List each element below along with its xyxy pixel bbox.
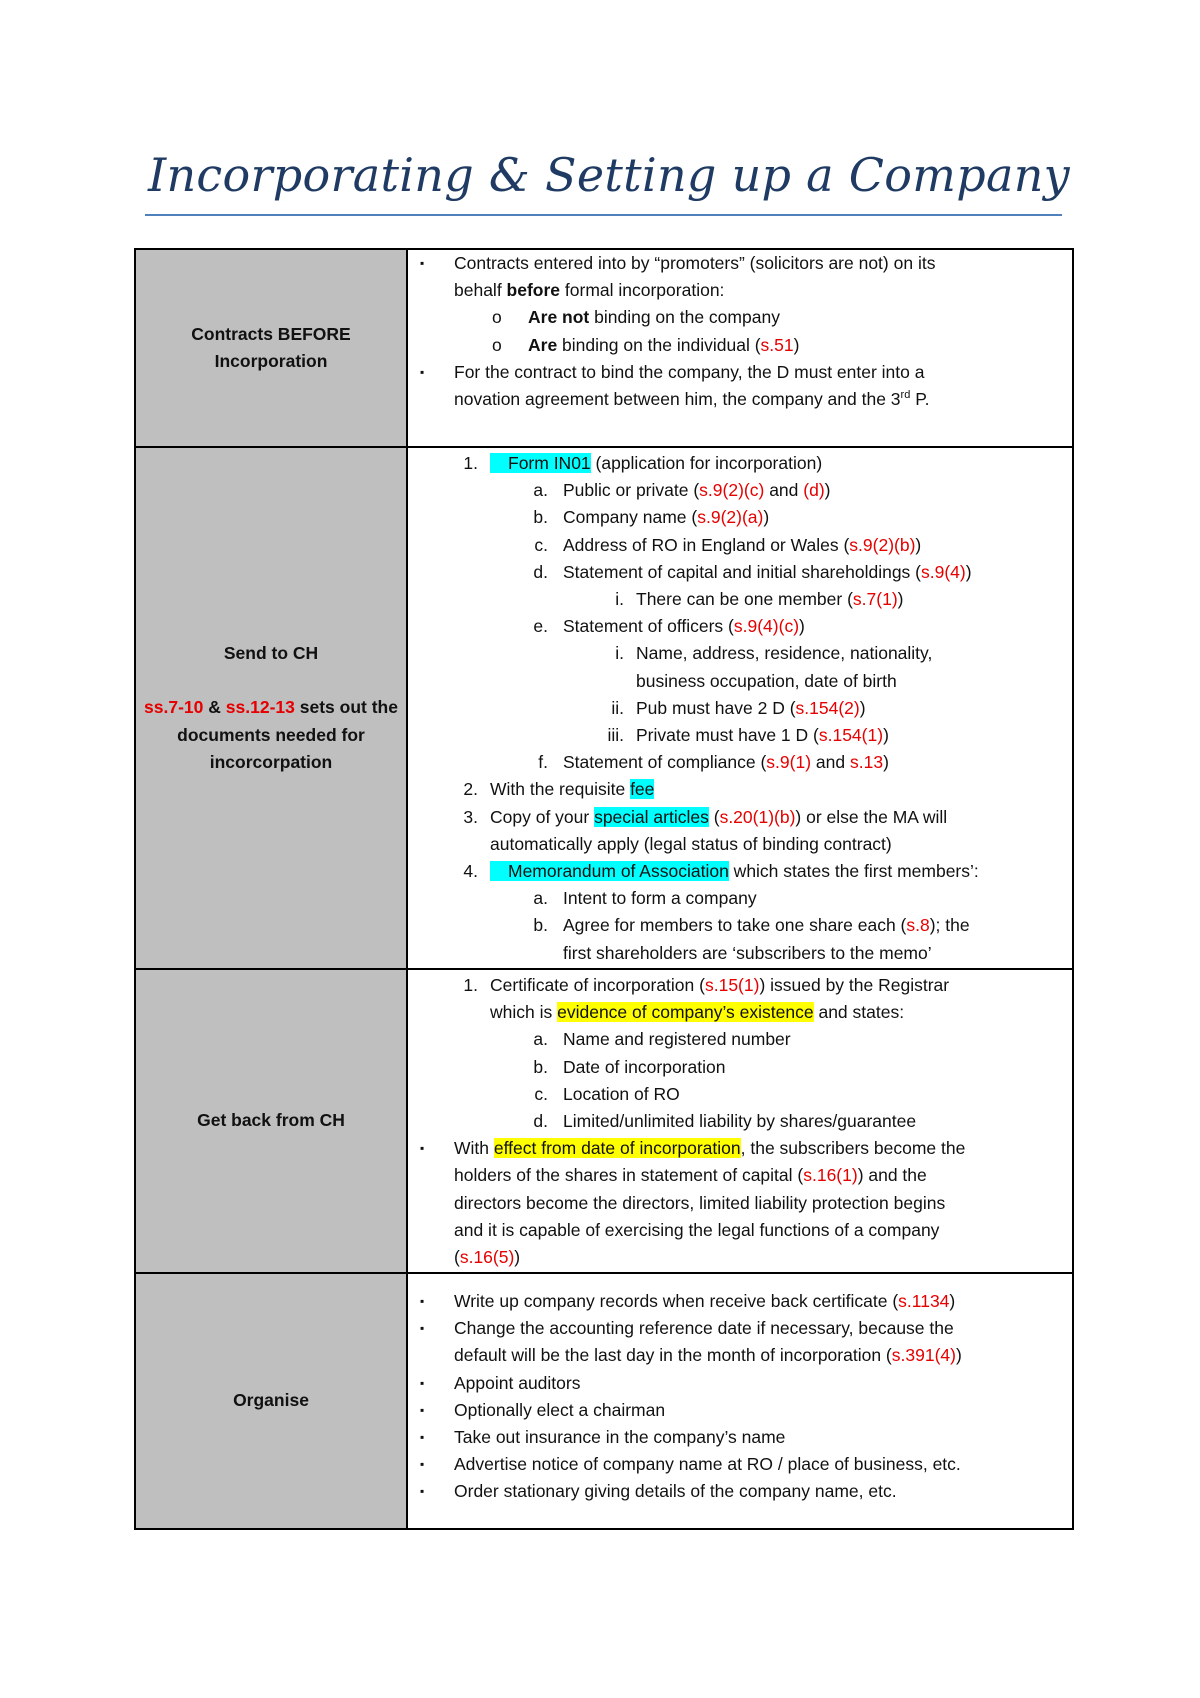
roman-marker: i.	[615, 589, 624, 610]
letter-marker: d.	[533, 1111, 548, 1132]
list-item	[408, 804, 1072, 831]
letter-marker: c.	[534, 534, 548, 555]
statute-reference: s.13	[849, 752, 884, 773]
statute-reference: s.391	[891, 1345, 935, 1366]
bullet-marker: ▪	[420, 1484, 425, 1499]
statute-reference: s.16	[803, 1165, 837, 1186]
item-text: )	[793, 334, 800, 355]
sub-list-item	[408, 749, 1072, 776]
letter-marker: e.	[533, 616, 548, 637]
statute-reference: (1)	[836, 1165, 858, 1186]
roman-marker: i.	[615, 643, 624, 664]
statute-reference: s.16	[459, 1247, 493, 1268]
sub-list-item	[408, 559, 1072, 586]
roman-marker: iii.	[607, 725, 624, 746]
letter-marker: b.	[533, 915, 548, 936]
statute-reference: s.7	[852, 589, 877, 610]
statute-reference: s.9	[699, 480, 723, 501]
statute-reference: (c)	[743, 480, 765, 501]
statute-reference: s.154	[795, 697, 839, 718]
list-item-continuation	[408, 831, 1072, 858]
item-text: Advertise notice of company name at RO / place of business, etc.	[454, 1454, 961, 1475]
page-title: Incorporating & Setting up a Company	[148, 148, 1070, 202]
table-row-organise	[135, 1273, 1073, 1529]
row-content	[407, 447, 1073, 969]
list-item-continuation	[408, 999, 1072, 1026]
list-item-continuation	[408, 1190, 1072, 1217]
item-text: default will be the last day in the month of incorporation (	[454, 1345, 892, 1366]
item-text: novation agreement between him, the company and the 3	[454, 389, 901, 410]
item-text: Optionally elect a chairman	[454, 1399, 666, 1420]
item-text: (	[454, 1247, 460, 1268]
bullet-marker: ▪	[420, 1375, 425, 1390]
item-text: Statement of compliance (	[563, 752, 767, 773]
item-text: Date of incorporation	[563, 1056, 726, 1077]
letter-marker: c.	[534, 1083, 548, 1104]
item-text: )	[763, 507, 770, 528]
title-underline	[145, 214, 1062, 216]
sub-list-item	[408, 332, 1072, 359]
number-marker: 2.	[463, 779, 478, 800]
item-text: Limited/unlimited liability by shares/guarantee	[563, 1111, 917, 1132]
table-row-send-to-ch	[135, 447, 1073, 969]
item-text: )	[965, 561, 972, 582]
sub-list-item	[408, 504, 1072, 531]
item-text: which states the first members’:	[728, 861, 979, 882]
sub-list-item	[408, 477, 1072, 504]
item-text: Appoint auditors	[454, 1372, 581, 1393]
statute-reference: (d)	[803, 480, 825, 501]
list-item	[408, 1478, 1072, 1505]
item-text: , the subscribers become the	[740, 1138, 966, 1159]
item-text: With	[454, 1138, 494, 1159]
bullet-marker: ▪	[420, 1457, 425, 1472]
highlighted-text: special articles	[594, 806, 709, 827]
list-item	[408, 776, 1072, 803]
list-item	[408, 972, 1072, 999]
item-text-bold: Are	[528, 334, 558, 355]
item-text: )	[915, 534, 922, 555]
number-marker: 4.	[463, 861, 478, 882]
list-item-continuation	[408, 277, 1072, 304]
row-content	[407, 249, 1073, 447]
sub-sub-list-item	[408, 640, 1072, 667]
item-text: Intent to form a company	[563, 888, 757, 909]
sub-list-item	[408, 1026, 1072, 1053]
list-item	[408, 1135, 1072, 1162]
number-marker: 1.	[463, 453, 478, 473]
letter-marker: b.	[533, 507, 548, 528]
item-text: )	[799, 616, 805, 637]
label-text: &	[203, 697, 226, 718]
item-text: ) and the	[857, 1165, 927, 1186]
row-label-text: Get back from CH	[197, 1110, 345, 1131]
statute-reference: (2)	[720, 507, 742, 528]
statute-reference: (1)	[861, 725, 884, 746]
bullet-marker: ▪	[420, 1402, 425, 1417]
item-text: )	[883, 725, 889, 746]
list-item-continuation	[408, 1217, 1072, 1244]
sub-list-item	[408, 912, 1072, 939]
item-text: With the requisite	[490, 779, 631, 800]
circle-marker: o	[492, 307, 502, 328]
item-text: and	[764, 480, 804, 501]
statute-reference: s.8	[906, 915, 930, 936]
item-text: binding on the individual (	[557, 334, 761, 355]
statute-reference: s.154	[818, 725, 862, 746]
list-item	[408, 450, 1072, 477]
statute-reference: (1)	[752, 806, 775, 827]
sub-sub-list-item	[408, 722, 1072, 749]
item-text: Agree for members to take one share each (	[563, 915, 907, 936]
table-row-get-back-from-ch	[135, 969, 1073, 1273]
table-row-contracts-before	[135, 249, 1073, 447]
statute-reference: (c)	[778, 616, 800, 637]
statute-reference: s.9	[733, 616, 758, 637]
item-text-bold: Are not	[528, 307, 590, 328]
item-text: directors become the directors, limited liability protection begins	[454, 1192, 946, 1213]
statute-reference: (5)	[492, 1247, 515, 1268]
statute-reference: s.9	[921, 561, 945, 582]
bullet-marker: ▪	[420, 1141, 425, 1156]
item-text: formal incorporation:	[560, 280, 725, 301]
item-text: Copy of your	[490, 806, 595, 827]
item-text: (application for incorporation)	[590, 453, 823, 473]
item-text: )	[897, 589, 904, 610]
item-text: Pub must have 2 D (	[636, 697, 796, 718]
item-text: Take out insurance in the company’s name	[454, 1427, 786, 1448]
bullet-marker: ▪	[420, 364, 425, 379]
statute-reference: (1)	[876, 589, 898, 610]
item-text: Address of RO in England or Wales (	[563, 534, 850, 555]
statute-reference: (b)	[774, 806, 796, 827]
item-text: )	[514, 1247, 521, 1268]
letter-marker: a.	[533, 480, 548, 501]
list-item-continuation	[408, 1162, 1072, 1189]
item-text: automatically apply (legal status of binding contract)	[490, 833, 892, 854]
statute-reference: (b)	[894, 534, 916, 555]
item-text: Location of RO	[563, 1083, 680, 1104]
statute-reference: ss.12-13	[225, 697, 295, 718]
item-text: behalf	[454, 280, 507, 301]
row-label-note	[136, 694, 406, 776]
list-item-continuation	[408, 940, 1072, 967]
list-item	[408, 1370, 1072, 1397]
label-text: sets out the documents needed for incorcorpation	[177, 697, 398, 772]
list-item-continuation	[408, 1342, 1072, 1369]
row-label-text: Send to CH	[223, 643, 319, 664]
highlighted-text: evidence of company’s existence	[557, 1002, 814, 1023]
statute-reference: (1)	[738, 975, 760, 995]
highlighted-text: fee	[630, 779, 655, 800]
item-text: Name, address, residence, nationality,	[636, 643, 933, 664]
statute-reference: (2)	[872, 534, 895, 555]
statute-reference: (4)	[944, 561, 966, 582]
item-text: and it is capable of exercising the legal functions of a company	[454, 1219, 940, 1240]
bullet-marker: ▪	[420, 1294, 425, 1308]
item-text: Statement of officers (	[563, 616, 734, 637]
number-marker: 3.	[463, 806, 478, 827]
list-item	[408, 1315, 1072, 1342]
letter-marker: a.	[533, 1029, 548, 1050]
sub-list-item	[408, 532, 1072, 559]
item-text: ) issued by the Registrar	[759, 975, 950, 995]
list-item	[408, 359, 1072, 386]
bullet-marker: ▪	[420, 1321, 425, 1336]
statute-reference: (4)	[757, 616, 779, 637]
item-text: Contracts entered into by “promoters” (solicitors are not) on its	[454, 253, 936, 273]
bullet-marker: ▪	[420, 1430, 425, 1445]
row-content	[407, 1273, 1073, 1529]
item-text: and states:	[813, 1002, 905, 1023]
item-text: Company name (	[563, 507, 698, 528]
list-item	[408, 250, 1072, 277]
letter-marker: f.	[538, 752, 548, 773]
list-item	[408, 1288, 1072, 1315]
statute-reference: s.9	[697, 507, 721, 528]
sub-sub-list-item	[408, 695, 1072, 722]
item-text: P.	[910, 389, 930, 410]
circle-marker: o	[492, 334, 502, 355]
sub-list-item	[408, 1054, 1072, 1081]
number-marker: 1.	[463, 975, 478, 995]
statute-reference: (2)	[722, 480, 744, 501]
item-text: ) or else the MA will	[795, 806, 948, 827]
item-text: Name and registered number	[563, 1029, 791, 1050]
statute-reference: (a)	[741, 507, 764, 528]
sub-list-item	[408, 1108, 1072, 1135]
item-text: (	[708, 806, 720, 827]
list-item	[408, 1451, 1072, 1478]
item-text: and	[811, 752, 850, 773]
item-text: )	[859, 697, 866, 718]
row-content	[407, 969, 1073, 1273]
list-item	[408, 1397, 1072, 1424]
row-label-text: Contracts BEFORE Incorporation	[191, 323, 351, 371]
item-text: )	[883, 752, 889, 773]
statute-reference: s.15	[704, 975, 739, 995]
letter-marker: d.	[533, 561, 548, 582]
item-text: )	[949, 1291, 956, 1311]
statute-reference: (2)	[838, 697, 860, 718]
item-text: )	[955, 1345, 962, 1366]
statute-reference: (1)	[789, 752, 812, 773]
item-text: Change the accounting reference date if necessary, because the	[454, 1318, 954, 1339]
letter-marker: b.	[533, 1056, 548, 1077]
item-text: ); the	[929, 915, 970, 936]
item-text: business occupation, date of birth	[636, 670, 897, 691]
statute-reference: s.1134	[898, 1291, 950, 1311]
sub-list-item	[408, 613, 1072, 640]
bullet-marker: ▪	[420, 256, 425, 270]
sub-sub-list-item	[408, 586, 1072, 613]
list-item-continuation	[408, 668, 1072, 695]
item-text: first shareholders are ‘subscribers to the memo’	[563, 942, 932, 963]
item-text: Statement of capital and initial shareholdings (	[563, 561, 921, 582]
item-text: binding on the company	[589, 307, 780, 328]
row-label-text: Organise	[233, 1390, 309, 1411]
statute-reference: (4)	[934, 1345, 956, 1366]
item-text-bold: before	[506, 280, 561, 301]
sub-list-item	[408, 885, 1072, 912]
list-item	[408, 858, 1072, 885]
letter-marker: a.	[533, 888, 548, 909]
highlighted-text: effect from date of incorporation	[493, 1138, 741, 1159]
row-label	[135, 1273, 407, 1529]
row-label	[135, 249, 407, 447]
item-text: which is	[490, 1002, 558, 1023]
item-text: There can be one member (	[636, 589, 853, 610]
statute-reference: s.51	[760, 334, 794, 355]
sub-list-item	[408, 1081, 1072, 1108]
highlighted-text: Memorandum of Association	[490, 861, 729, 881]
list-item-continuation	[408, 1244, 1072, 1271]
statute-reference: s.9	[849, 534, 873, 555]
highlighted-text: Form IN01	[490, 453, 591, 473]
summary-table	[134, 248, 1074, 1530]
statute-reference: s.20	[719, 806, 753, 827]
sub-list-item	[408, 304, 1072, 331]
item-text: )	[824, 480, 831, 501]
item-text: Private must have 1 D (	[636, 725, 819, 746]
item-text: holders of the shares in statement of capital (	[454, 1165, 804, 1186]
superscript: rd	[900, 389, 911, 402]
row-label	[135, 969, 407, 1273]
item-text: Public or private (	[563, 480, 700, 501]
roman-marker: ii.	[611, 697, 624, 718]
item-text: Write up company records when receive back certificate (	[454, 1291, 899, 1311]
list-item	[408, 1424, 1072, 1451]
item-text: Certificate of incorporation (	[490, 975, 705, 995]
row-label	[135, 447, 407, 969]
statute-reference: s.9	[766, 752, 790, 773]
item-text: Order stationary giving details of the company name, etc.	[454, 1481, 897, 1502]
item-text: For the contract to bind the company, the D must enter into a	[454, 361, 925, 382]
list-item-continuation	[408, 386, 1072, 413]
statute-reference: ss.7-10	[144, 697, 204, 718]
